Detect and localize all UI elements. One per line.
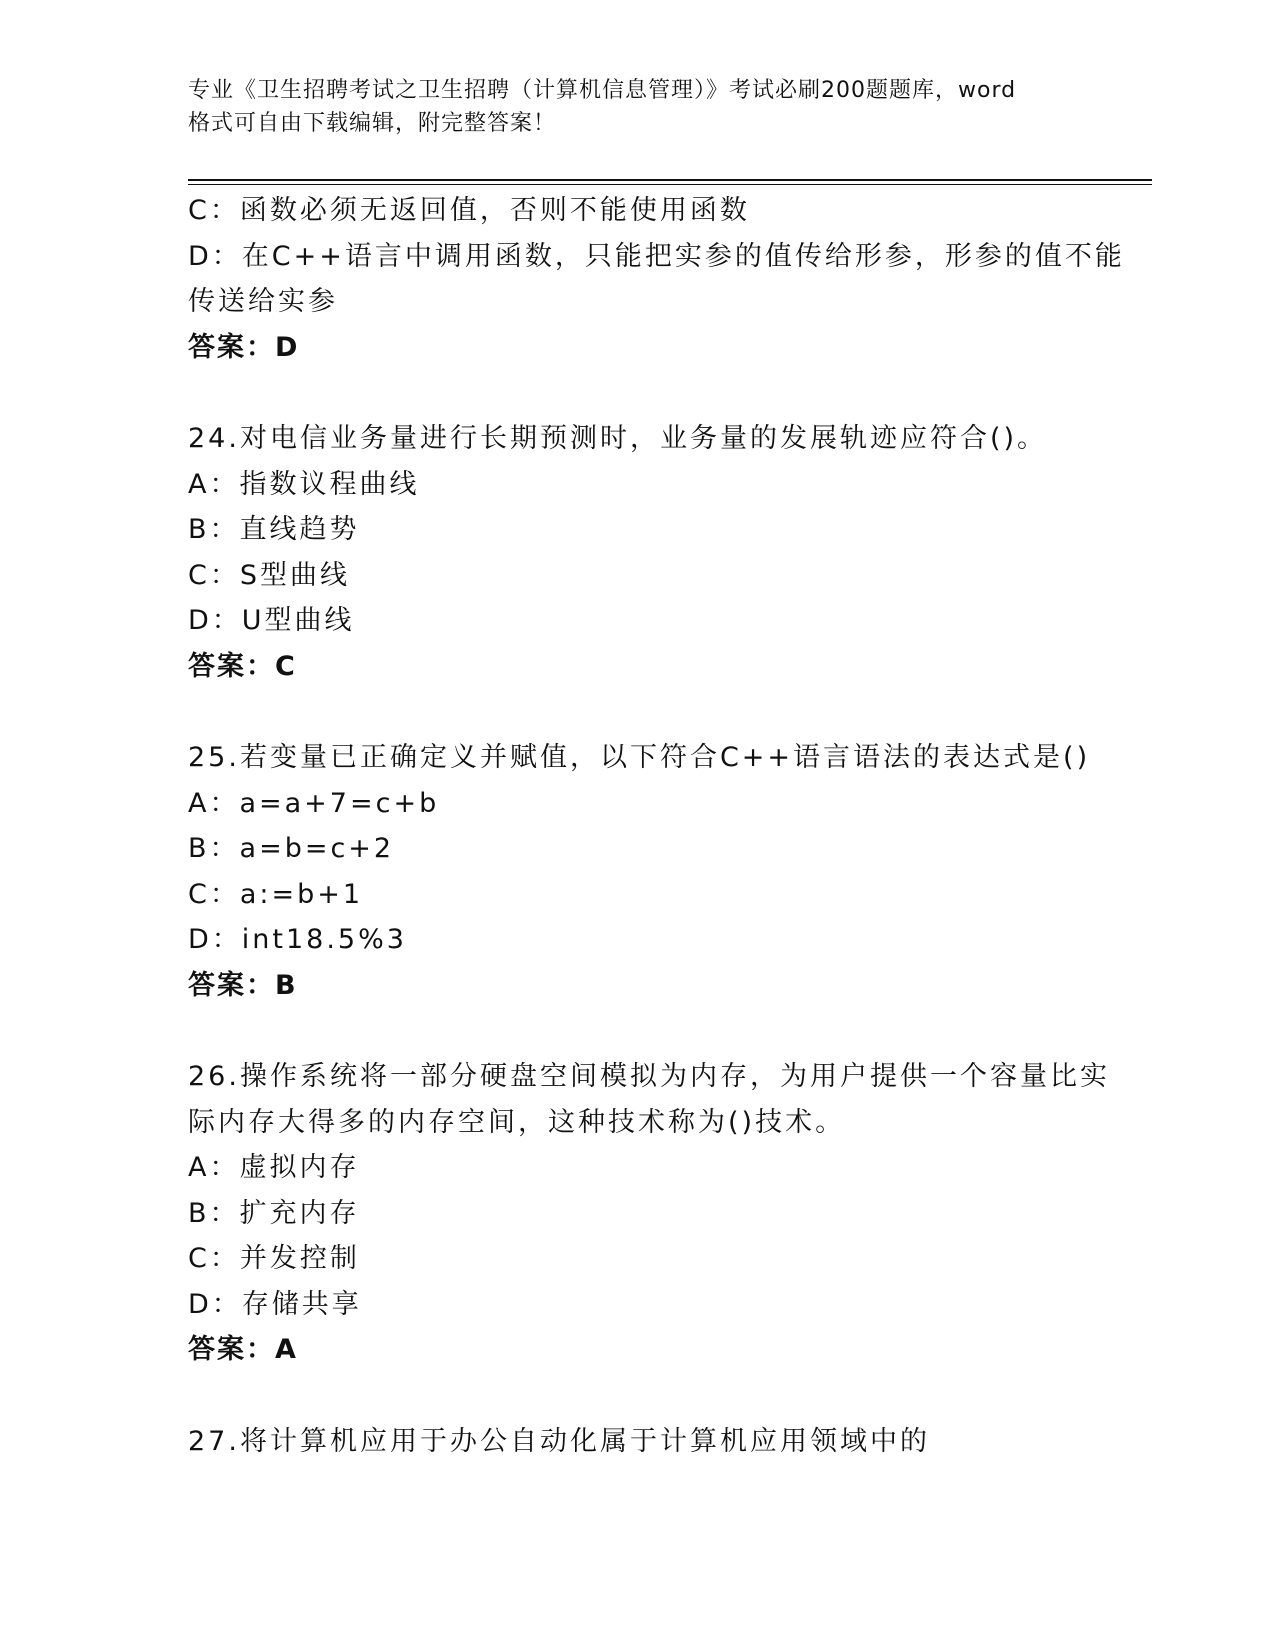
option-c: C：并发控制 [188, 1243, 360, 1274]
option-a: A：指数议程曲线 [188, 468, 420, 500]
option-b: B：直线趋势 [188, 514, 360, 545]
option-c: C：a:=b+1 [188, 878, 364, 910]
question-text: 25.若变量已正确定义并赋值，以下符合C++语言语法的表达式是() [188, 742, 1091, 773]
option-a: A：a=a+7=c+b [188, 787, 440, 819]
option-d: D：int18.5%3 [188, 924, 407, 955]
spacer [188, 370, 1088, 416]
question-text: 27.将计算机应用于办公自动化属于计算机应用领域中的 [188, 1425, 930, 1457]
spacer [188, 1373, 1088, 1419]
option-d: D：U型曲线 [188, 605, 355, 636]
answer: 答案：C [188, 650, 297, 682]
question-list [188, 188, 1125, 1464]
answer: 答案：A [188, 1334, 298, 1365]
document-header [188, 74, 1088, 140]
answer: 答案：D [188, 331, 300, 363]
question-text-line-1: 26.操作系统将一部分硬盘空间模拟为内存，为用户提供一个容量比实 [188, 1061, 1110, 1092]
header-divider-thin [188, 184, 1152, 185]
option-d: D：存储共享 [188, 1288, 362, 1320]
question-26 [188, 1054, 1110, 1373]
header-divider-thick [188, 179, 1152, 181]
question-24 [188, 416, 1088, 689]
option-d-line-1: D：在C++语言中调用函数，只能把实参的值传给形参，形参的值不能 [188, 240, 1125, 272]
question-text-line-2: 际内存大得多的内存空间，这种技术称为()技术。 [188, 1106, 846, 1138]
spacer [188, 689, 1088, 735]
header-title-line-1: 专业《卫生招聘考试之卫生招聘（计算机信息管理）》考试必刷200题题库，word [188, 78, 1017, 103]
option-b: B：a=b=c+2 [188, 833, 395, 864]
spacer [188, 1008, 1088, 1054]
question-27 [188, 1419, 1088, 1465]
option-c: C：函数必须无返回值，否则不能使用函数 [188, 195, 750, 226]
option-a: A：虚拟内存 [188, 1152, 360, 1183]
option-b: B：扩充内存 [188, 1197, 360, 1229]
answer: 答案：B [188, 969, 298, 1001]
header-title-line-2: 格式可自由下载编辑，附完整答案！ [188, 111, 557, 136]
option-d-line-2: 传送给实参 [188, 286, 338, 317]
option-c: C：S型曲线 [188, 559, 350, 591]
question-25 [188, 735, 1091, 1008]
question-23-tail [188, 188, 1125, 370]
question-text: 24.对电信业务量进行长期预测时，业务量的发展轨迹应符合()。 [188, 423, 1048, 454]
